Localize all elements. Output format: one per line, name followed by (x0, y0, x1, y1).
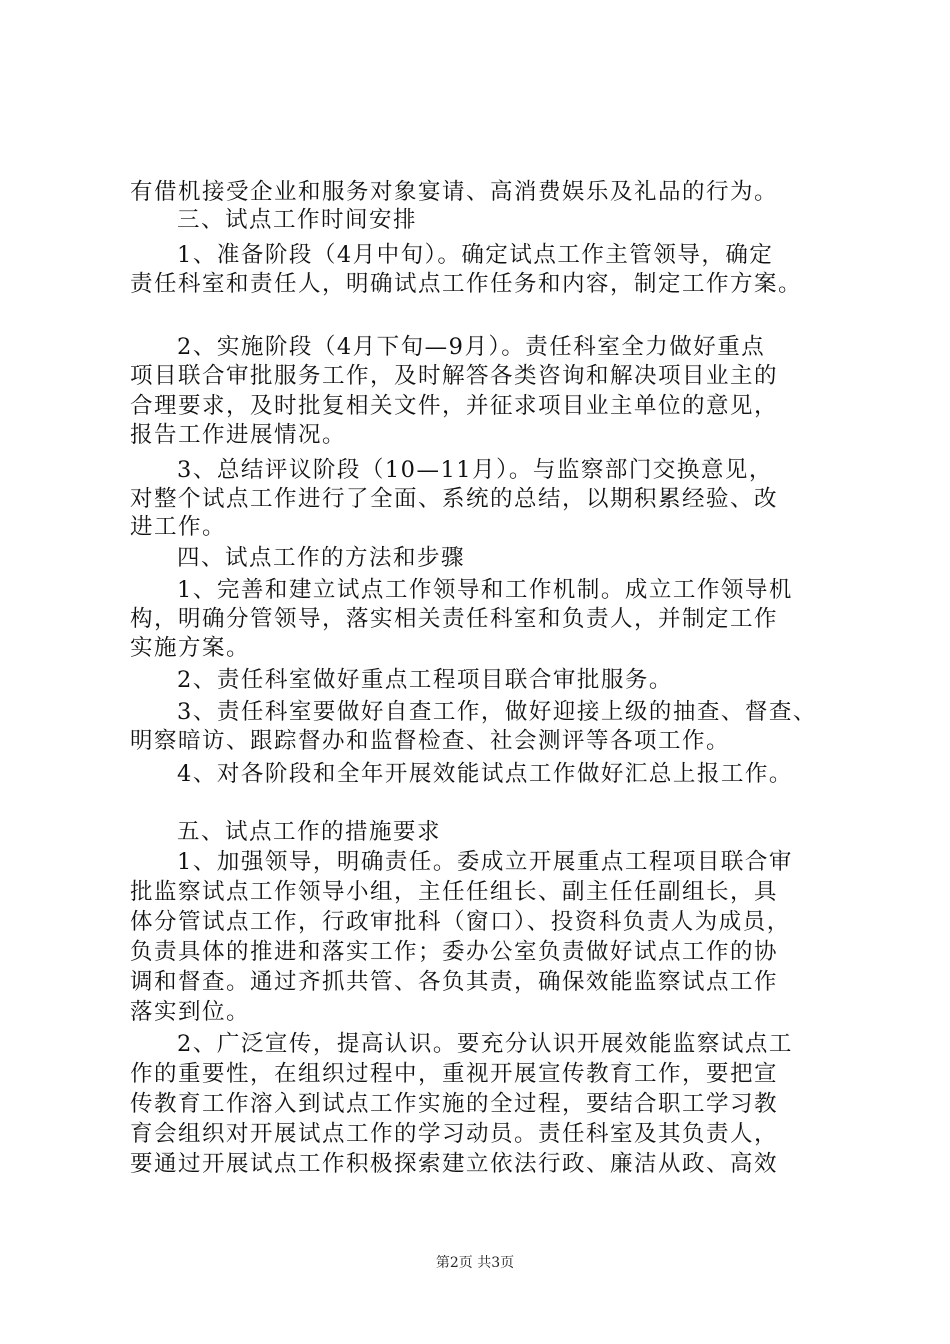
text-line: 4、对各阶段和全年开展效能试点工作做好汇总上报工作。 (177, 761, 793, 787)
section-heading: 五、试点工作的措施要求 (177, 819, 442, 845)
text-line: 2、实施阶段（4月下旬—9月）。责任科室全力做好重点 (177, 334, 766, 360)
text-line: 进工作。 (130, 514, 227, 540)
text-line: 1、加强领导，明确责任。委成立开展重点工程项目联合审 (177, 849, 793, 875)
text-line: 报告工作进展情况。 (130, 422, 347, 448)
text-line: 要通过开展试点工作积极探索建立依法行政、廉洁从政、高效 (130, 1151, 779, 1177)
text-line: 明察暗访、跟踪督办和监督检查、社会测评等各项工作。 (130, 728, 731, 754)
text-line: 落实到位。 (130, 999, 251, 1025)
text-line: 调和督查。通过齐抓共管、各负其责，确保效能监察试点工作 (130, 969, 779, 995)
text-line: 实施方案。 (130, 635, 251, 661)
text-line: 合理要求，及时批复相关文件，并征求项目业主单位的意见， (130, 393, 779, 419)
text-line: 传教育工作溶入到试点工作实施的全过程，要结合职工学习教 (130, 1091, 779, 1117)
text-line: 项目联合审批服务工作，及时解答各类咨询和解决项目业主的 (130, 363, 779, 389)
text-line: 1、准备阶段（4月中旬）。确定试点工作主管领导，确定 (177, 242, 774, 268)
text-line: 2、责任科室做好重点工程项目联合审批服务。 (177, 667, 673, 693)
text-line: 3、总结评议阶段（10—11月）。与监察部门交换意见， (177, 457, 773, 483)
text-line: 2、广泛宣传，提高认识。要充分认识开展效能监察试点工 (177, 1031, 793, 1057)
text-line: 对整个试点工作进行了全面、系统的总结，以期积累经验、改 (130, 486, 779, 512)
text-line: 负责具体的推进和落实工作；委办公室负责做好试点工作的协 (130, 939, 779, 965)
page-number-footer: 第2页 共3页 (435, 1255, 515, 1271)
text-line: 责任科室和责任人，明确试点工作任务和内容，制定工作方案。 (130, 271, 803, 297)
section-heading: 三、试点工作时间安排 (177, 207, 418, 233)
text-line: 育会组织对开展试点工作的学习动员。责任科室及其负责人， (130, 1121, 779, 1147)
text-line: 有借机接受企业和服务对象宴请、高消费娱乐及礼品的行为。 (130, 179, 779, 205)
text-line: 作的重要性，在组织过程中，重视开展宣传教育工作，要把宣 (130, 1061, 779, 1087)
text-line: 体分管试点工作，行政审批科（窗口）、投资科负责人为成员， (130, 909, 791, 935)
text-line: 1、完善和建立试点工作领导和工作机制。成立工作领导机 (177, 577, 793, 603)
section-heading: 四、试点工作的方法和步骤 (177, 545, 466, 571)
text-line: 批监察试点工作领导小组，主任任组长、副主任任副组长，具 (130, 879, 779, 905)
text-line: 构，明确分管领导，落实相关责任科室和负责人，并制定工作 (130, 606, 779, 632)
text-line: 3、责任科室要做好自查工作，做好迎接上级的抽查、督查、 (177, 699, 817, 725)
